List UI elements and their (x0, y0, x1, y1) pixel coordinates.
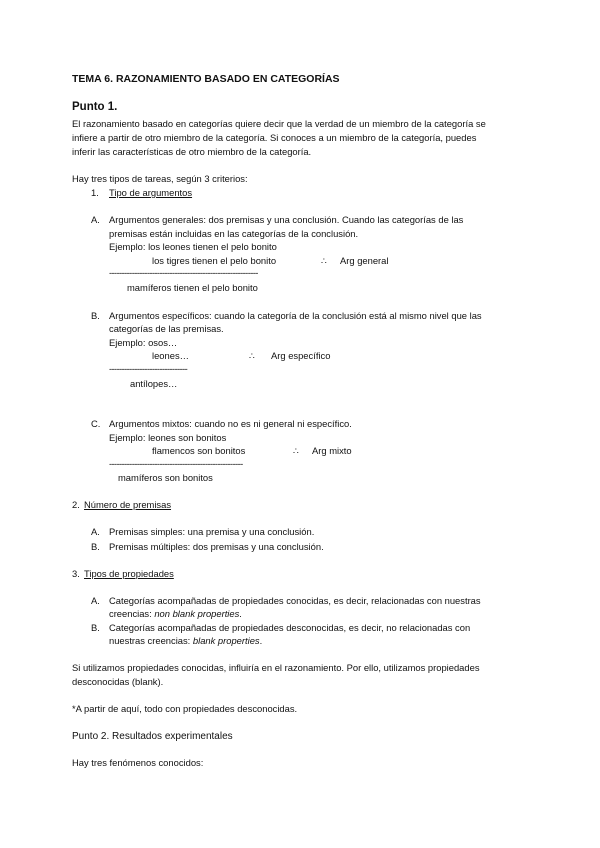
criterio3-number: 3. (72, 568, 80, 579)
arg-a-conclusion: mamíferos tienen el pelo bonito (127, 282, 258, 293)
prop-b-letter: B. (91, 622, 100, 633)
arg-a-line-1: Argumentos generales: dos premisas y una conclusión. Cuando las categorías de las (109, 214, 464, 225)
therefore-icon: ∴ (249, 351, 255, 361)
criterio2-number: 2. (72, 499, 80, 510)
closing-line-1: Si utilizamos propiedades conocidas, influiría en el razonamiento. Por ello, utilizamos propiedades (72, 662, 480, 673)
tipos-intro: Hay tres tipos de tareas, según 3 criterios: (72, 173, 248, 184)
premisas-a-text: Premisas simples: una premisa y una conclusión. (109, 526, 315, 537)
arg-b-ejemplo: Ejemplo: osos… (109, 337, 178, 348)
prop-a-end: . (239, 608, 242, 619)
note: *A partir de aquí, todo con propiedades desconocidas. (72, 703, 298, 714)
arg-b-ejemplo-2: leones… (152, 350, 190, 361)
prop-b-line-2 (109, 635, 262, 647)
arg-b-tag: Arg específico (271, 350, 331, 361)
prop-a-line-2 (109, 608, 242, 620)
criterio2-label: Número de premisas (84, 499, 172, 510)
prop-a-letter: A. (91, 595, 100, 606)
arg-b-conclusion: antílopes… (130, 378, 178, 389)
prop-a-line-1: Categorías acompañadas de propiedades conocidas, es decir, relacionadas con nuestras (109, 595, 481, 606)
arg-c-line-1: Argumentos mixtos: cuando no es ni general ni específico. (109, 418, 352, 429)
arg-c-conclusion: mamíferos son bonitos (118, 472, 213, 483)
prop-b-line-1: Categorías acompañadas de propiedades desconocidas, es decir, no relacionadas con (109, 622, 471, 633)
fenomenos-intro: Hay tres fenómenos conocidos: (72, 757, 204, 768)
intro-line-1: El razonamiento basado en categorías quiere decir que la verdad de un miembro de la categoría se (72, 118, 486, 129)
premisas-b-letter: B. (91, 541, 100, 552)
document-title: TEMA 6. RAZONAMIENTO BASADO EN CATEGORÍAS (72, 73, 340, 85)
arg-c-tag: Arg mixto (312, 445, 352, 456)
arg-a-line-2: premisas están incluidas en las categorías de la conclusión. (109, 228, 359, 239)
prop-a-line-2-text: creencias: (109, 608, 155, 619)
arg-a-tag: Arg general (340, 255, 389, 266)
therefore-icon: ∴ (293, 446, 299, 456)
prop-b-line-2-text: nuestras creencias: (109, 635, 193, 646)
premisas-b-text: Premisas múltiples: dos premisas y una conclusión. (109, 541, 324, 552)
arg-c-ejemplo: Ejemplo: leones son bonitos (109, 432, 227, 443)
arg-a-letter: A. (91, 214, 100, 225)
prop-b-end: . (259, 635, 263, 646)
criterio1-label: Tipo de argumentos (109, 187, 193, 198)
arg-b-dashes: ------------------------------- (109, 363, 188, 374)
arg-a-ejemplo-2: los tigres tienen el pelo bonito (152, 255, 277, 266)
intro-line-3: inferir las características de otro miembro de la categoría. (72, 146, 312, 157)
criterio3-label: Tipos de propiedades (84, 568, 174, 579)
arg-a-dashes: ----------------------------------------------------------- (109, 267, 258, 278)
prop-b-italic: blank properties (192, 635, 260, 646)
intro-line-2: infiere a partir de otro miembro de la categoría. Si conoces a un miembro de la categoría, puedes (72, 132, 477, 143)
punto1-heading: Punto 1. (72, 101, 118, 113)
arg-c-dashes: ----------------------------------------------------- (109, 458, 243, 469)
arg-c-ejemplo-2: flamencos son bonitos (152, 445, 246, 456)
arg-b-line-1: Argumentos específicos: cuando la categoría de la conclusión está al mismo nivel que las (109, 310, 482, 321)
therefore-icon: ∴ (321, 256, 327, 266)
arg-b-letter: B. (91, 310, 100, 321)
prop-a-italic: non blank properties (154, 608, 240, 619)
premisas-a-letter: A. (91, 526, 100, 537)
arg-c-letter: C. (91, 418, 101, 429)
criterio1-number: 1. (91, 187, 99, 198)
arg-a-ejemplo: Ejemplo: los leones tienen el pelo bonito (109, 241, 277, 252)
closing-line-2: desconocidas (blank). (72, 676, 164, 687)
punto2-heading: Punto 2. Resultados experimentales (72, 731, 233, 742)
arg-b-line-2: categorías de las premisas. (109, 323, 224, 334)
